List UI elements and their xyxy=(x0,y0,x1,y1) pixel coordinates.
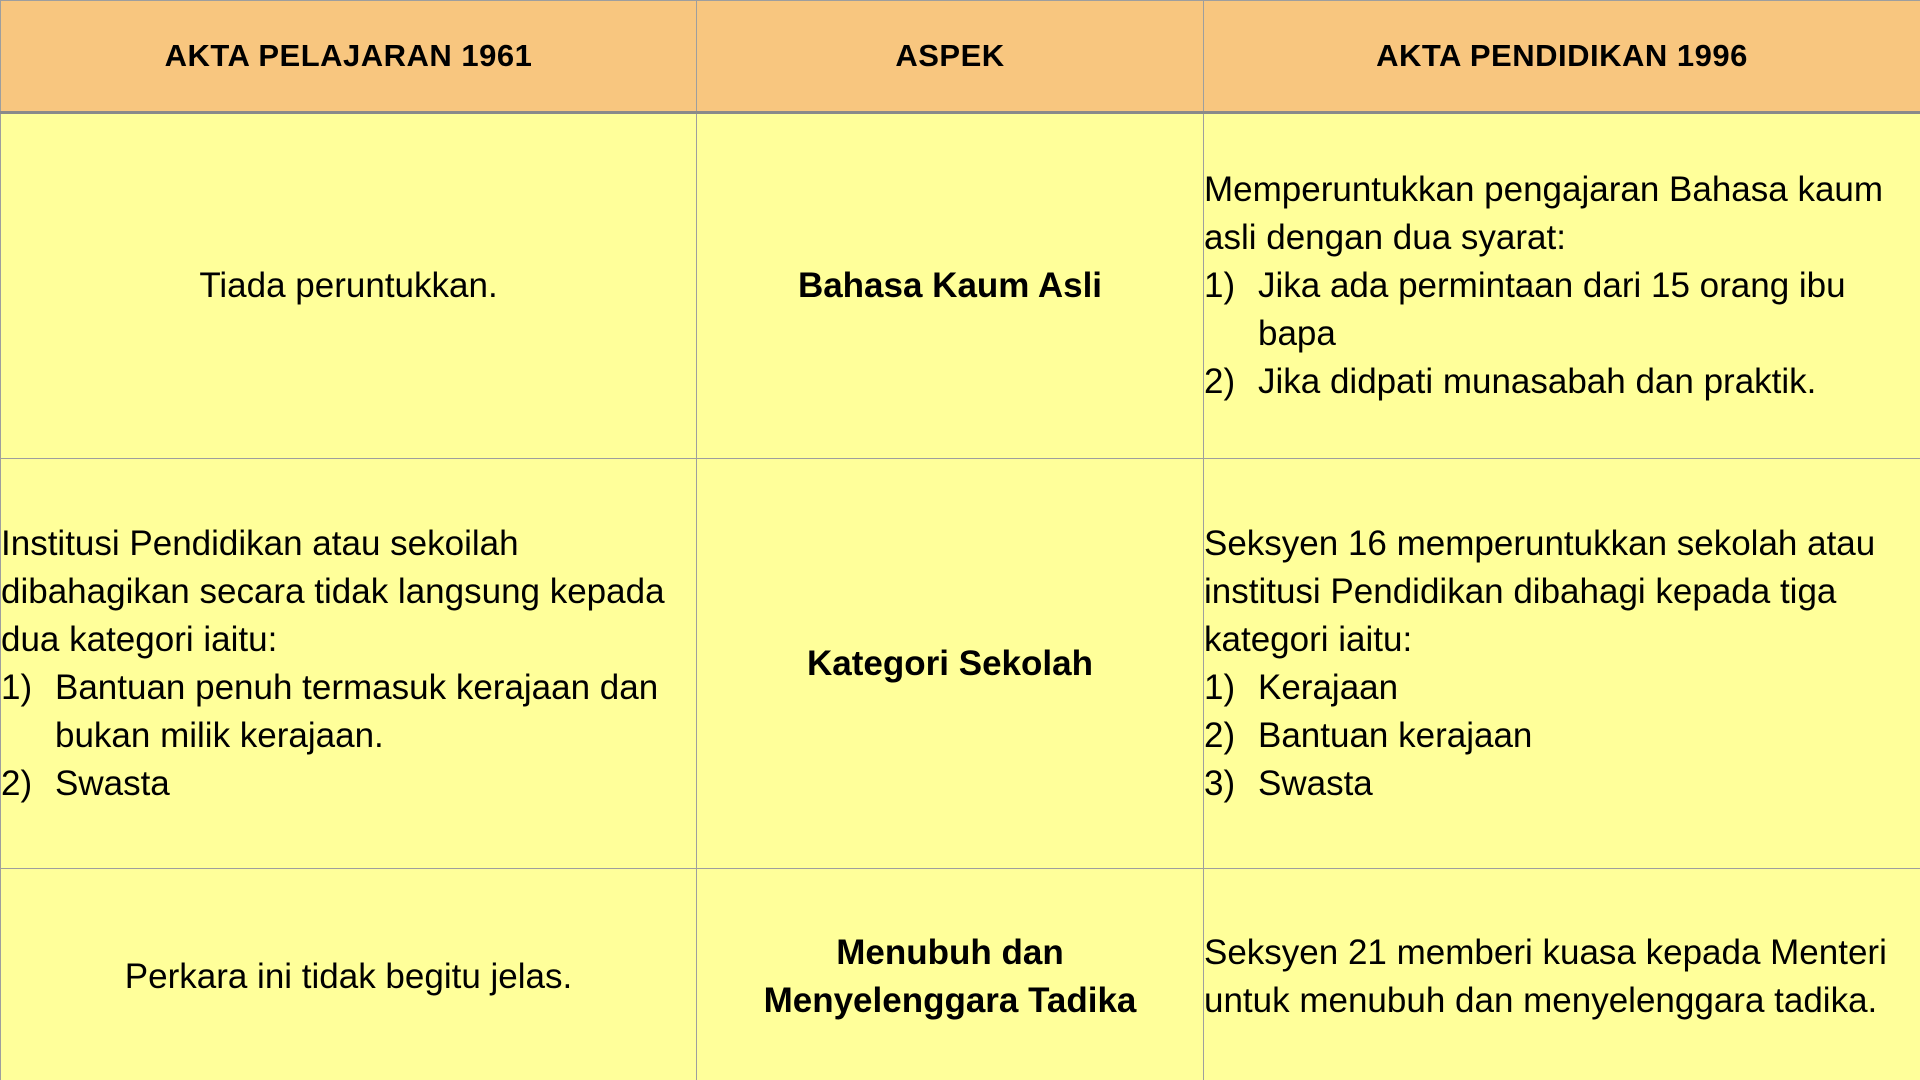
table-row xyxy=(1,459,1920,869)
aspect-label-line: Menyelenggara Tadika xyxy=(763,981,1137,1020)
aspect-label: Kategori Sekolah xyxy=(807,643,1093,683)
list-number: 1) xyxy=(1204,266,1236,305)
list-item xyxy=(1,760,696,808)
list-number: 2) xyxy=(1,763,33,803)
list-item xyxy=(1204,262,1920,358)
list-item xyxy=(1204,712,1920,760)
cell-akta-1961 xyxy=(1,459,697,869)
cell-intro: Seksyen 16 memperuntukkan sekolah atau institusi Pendidikan dibahagi kepada tiga kategori iaitu: xyxy=(1204,523,1876,659)
list-number: 2) xyxy=(1204,362,1236,401)
cell-text: Tiada peruntukkan. xyxy=(199,266,498,305)
cell-aspek xyxy=(697,869,1204,1080)
list-item xyxy=(1,664,696,760)
header-aspek: ASPEK xyxy=(697,1,1204,113)
cell-akta-1996 xyxy=(1204,869,1920,1080)
list-number: 3) xyxy=(1204,763,1236,803)
cell-akta-1961 xyxy=(1,869,697,1080)
cell-akta-1996 xyxy=(1204,113,1920,459)
cell-aspek xyxy=(697,113,1204,459)
list-text: Bantuan kerajaan xyxy=(1258,715,1533,755)
list-text: Kerajaan xyxy=(1258,667,1399,707)
list-item xyxy=(1204,760,1920,808)
cell-intro: Memperuntukkan pengajaran Bahasa kaum asli dengan dua syarat: xyxy=(1204,170,1884,257)
header-row xyxy=(1,1,1920,113)
table-row xyxy=(1,113,1920,459)
numbered-list xyxy=(1,664,696,808)
cell-akta-1996 xyxy=(1204,459,1920,869)
aspect-label-line: Menubuh dan xyxy=(836,933,1064,972)
aspect-label: Bahasa Kaum Asli xyxy=(797,266,1103,305)
list-text: Swasta xyxy=(55,763,170,803)
list-text: Bantuan penuh termasuk kerajaan dan bukan milik kerajaan. xyxy=(55,667,659,755)
header-akta-1996: AKTA PENDIDIKAN 1996 xyxy=(1204,1,1920,113)
list-text: Swasta xyxy=(1258,763,1373,803)
cell-aspek xyxy=(697,459,1204,869)
cell-text: Seksyen 21 memberi kuasa kepada Menteri untuk menubuh dan menyelenggara tadika. xyxy=(1204,933,1887,1020)
table-row xyxy=(1,869,1920,1080)
numbered-list xyxy=(1204,664,1920,808)
list-item xyxy=(1204,358,1920,406)
list-text: Jika ada permintaan dari 15 orang ibu bapa xyxy=(1258,266,1846,353)
list-item xyxy=(1204,664,1920,712)
list-number: 1) xyxy=(1204,667,1236,707)
list-text: Jika didpati munasabah dan praktik. xyxy=(1258,362,1817,401)
cell-akta-1961 xyxy=(1,113,697,459)
cell-text: Perkara ini tidak begitu jelas. xyxy=(124,957,573,996)
numbered-list xyxy=(1204,262,1920,406)
cell-intro: Institusi Pendidikan atau sekoilah dibahagikan secara tidak langsung kepada dua kategori iaitu: xyxy=(1,523,665,659)
list-number: 2) xyxy=(1204,715,1236,755)
header-akta-1961: AKTA PELAJARAN 1961 xyxy=(1,1,697,113)
list-number: 1) xyxy=(1,667,33,707)
